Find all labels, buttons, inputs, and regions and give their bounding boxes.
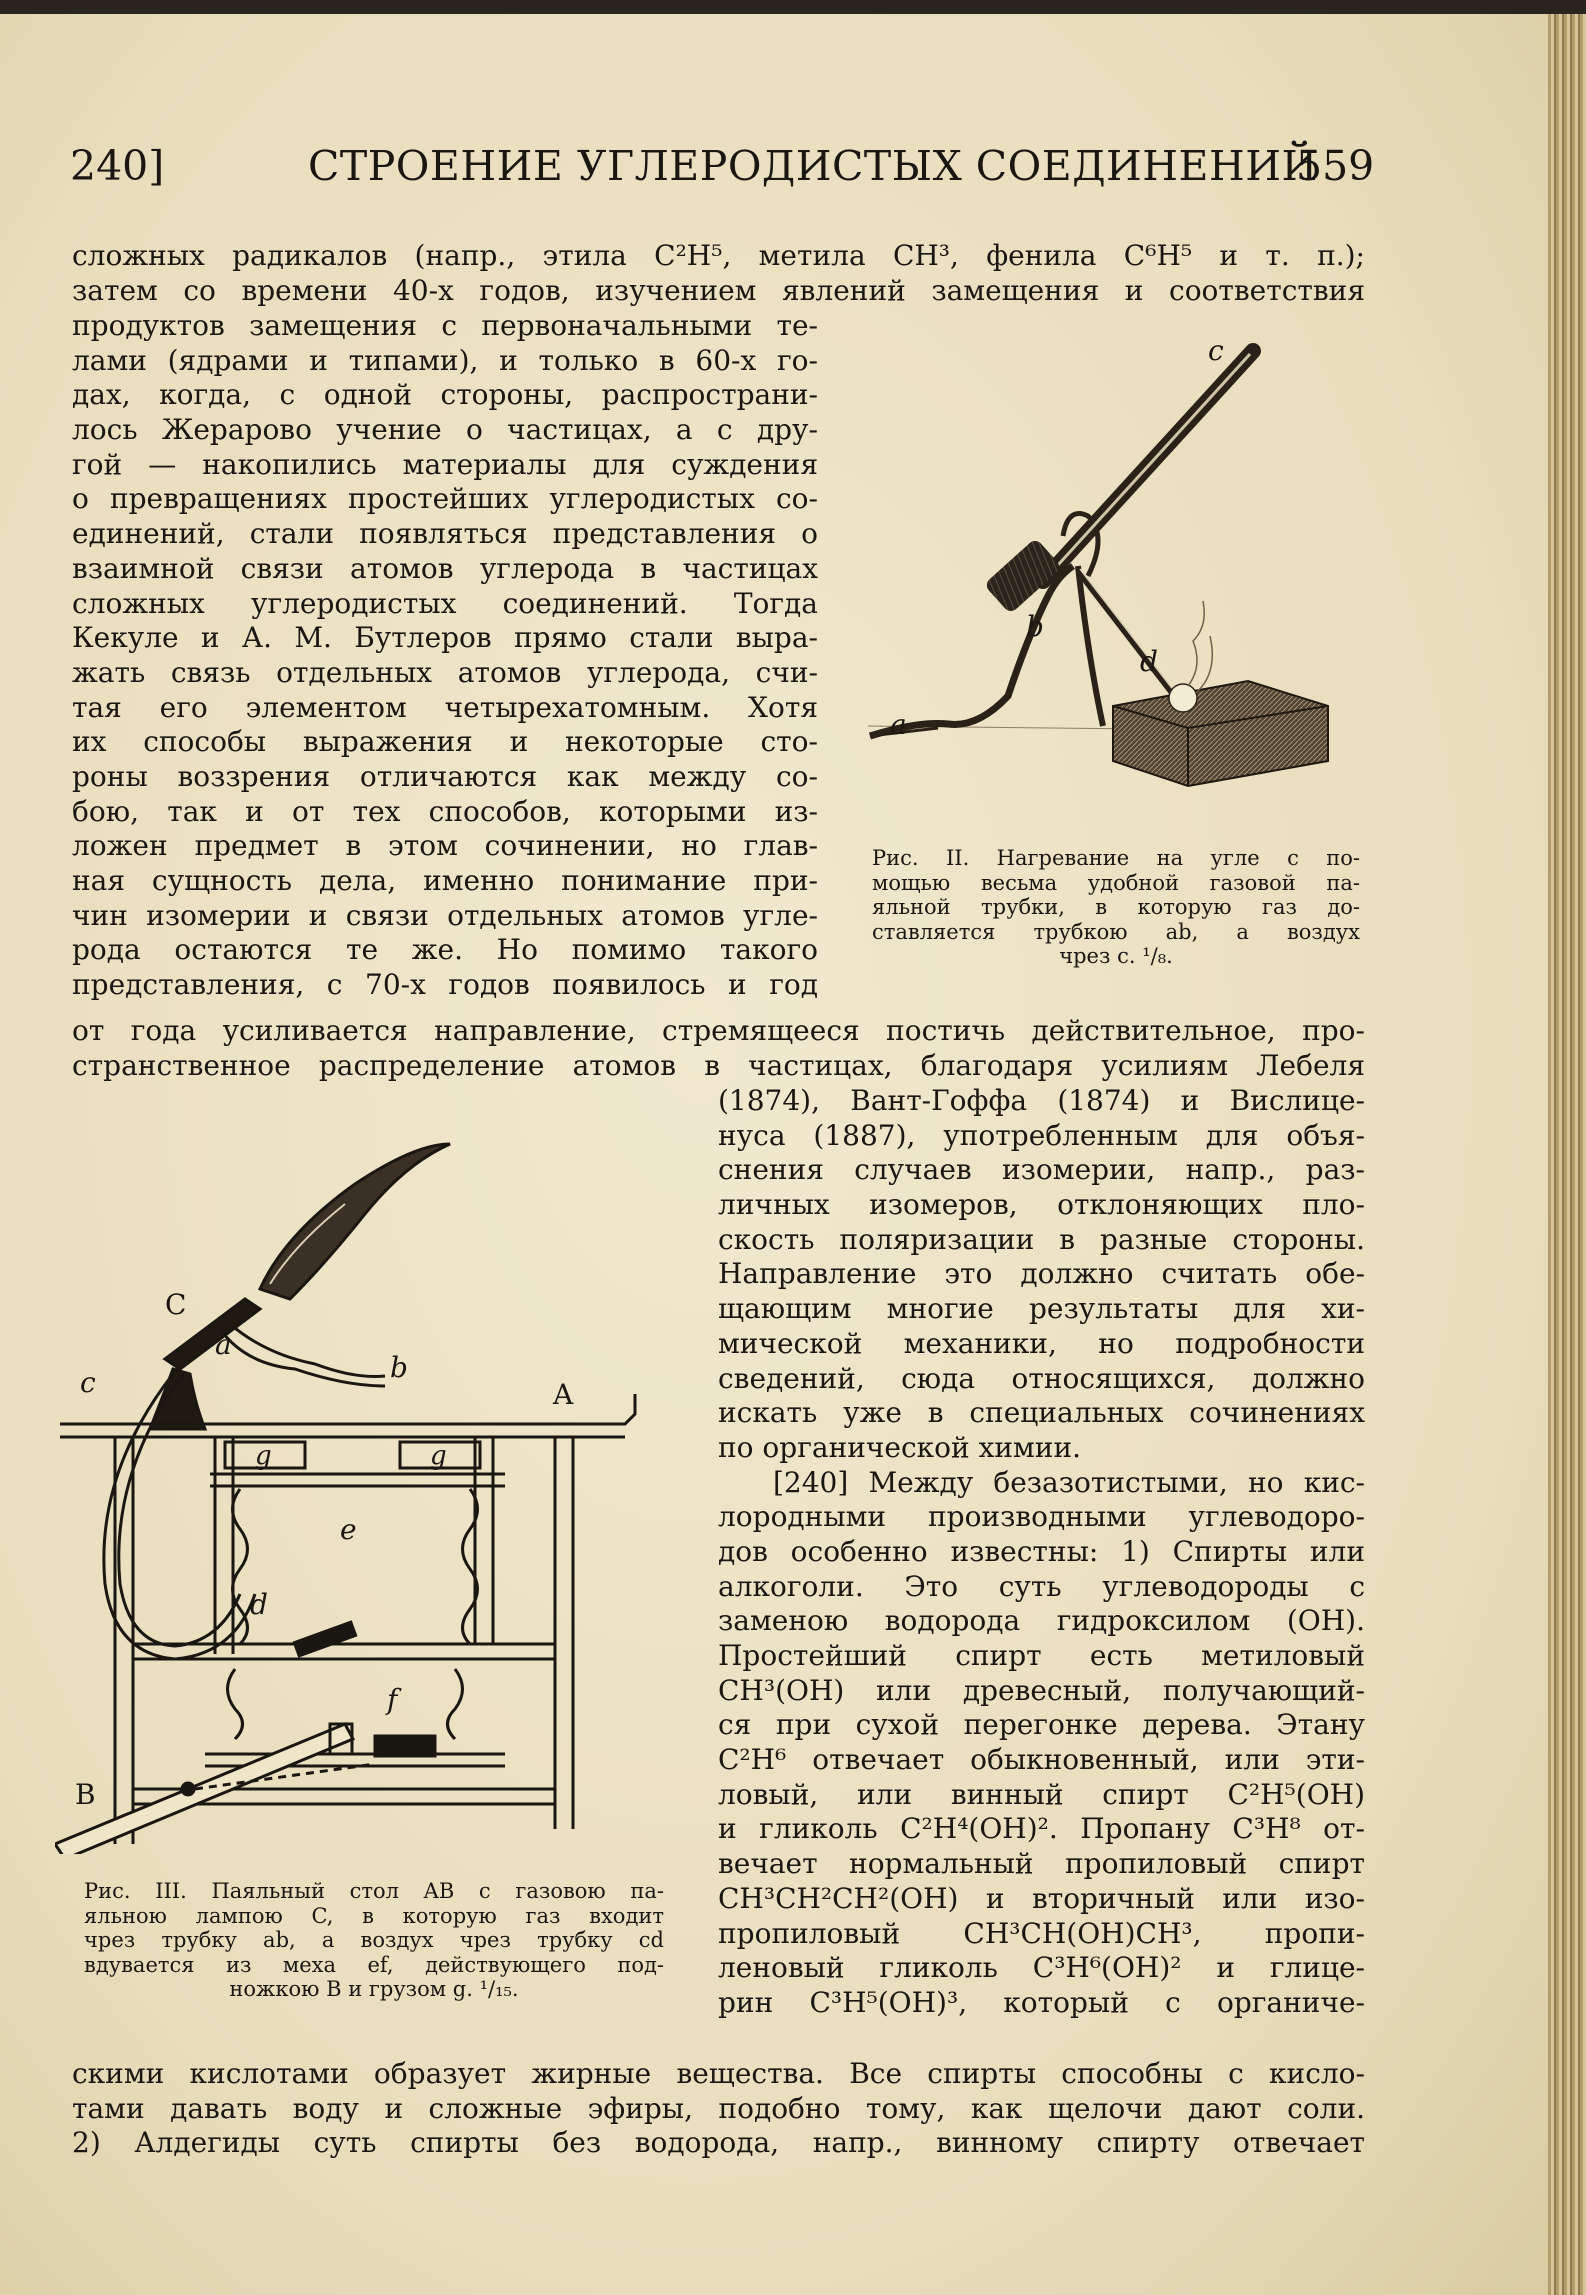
- fig3-label-f: f: [387, 1683, 398, 1716]
- text-line: пропиловый CH³CH(OH)CH³, пропи-: [718, 1916, 1365, 1950]
- caption-line: яльною лампою C, в которую газ входит: [84, 1903, 664, 1928]
- fig3-label-g: g: [430, 1441, 447, 1471]
- fig3-label-B: B: [75, 1778, 96, 1811]
- text-line: ная сущность дела, именно понимание при-: [72, 864, 818, 897]
- running-header: [0, 142, 1548, 202]
- text-line: продуктов замещения с первоначальными те-: [72, 309, 818, 342]
- text-line: ся при сухой перегонке дерева. Этану: [718, 1708, 1365, 1742]
- text-line: Направление это должно считать обе-: [718, 1257, 1365, 1291]
- fig2-label-d: d: [1140, 645, 1158, 678]
- text-line: алкоголи. Это суть углеводороды с: [718, 1569, 1365, 1603]
- text-line: [240] Между безазотистыми, но кис-: [773, 1465, 1365, 1499]
- text-line: рода остаются те же. Но помимо такого: [72, 933, 818, 967]
- text-line: заменою водорода гидроксилом (OH).: [718, 1604, 1365, 1638]
- fig3-label-b: b: [390, 1351, 408, 1384]
- fig3-label-g: g: [255, 1441, 272, 1471]
- fig3-label-a: a: [215, 1328, 232, 1361]
- text-line: чин изомерии и связи отдельных атомов угле-: [72, 898, 818, 932]
- text-line: нуса (1887), употребленным для объя-: [718, 1118, 1365, 1152]
- text-line: затем со времени 40-х годов, изучением явлений замещения и соответствия: [72, 273, 1365, 307]
- figure-3-soldering-table-illustration: [55, 1124, 655, 1854]
- caption-line: ножкою B и грузом g. ¹/₁₅.: [229, 1977, 519, 2001]
- text-line: тая его элементом четырехатомным. Хотя: [72, 690, 818, 724]
- text-line: гой — накопились материалы для суждения: [72, 447, 818, 481]
- text-line: C²H⁶ отвечает обыкновенный, или эти-: [718, 1743, 1365, 1777]
- figure-2-caption: [872, 846, 1360, 969]
- text-line: лами (ядрами и типами), и только в 60-х го-: [72, 343, 818, 377]
- text-line: 2) Алдегиды суть спирты без водорода, напр., винному спирту отвечает: [72, 2126, 1365, 2160]
- text-line: бою, так и от тех способов, которыми из-: [72, 794, 818, 828]
- text-line: (1874), Вант-Гоффа (1874) и Вислице-: [718, 1084, 1365, 1117]
- text-line: роны воззрения отличаются как между со-: [72, 759, 818, 793]
- text-line: взаимной связи атомов углерода в частицах: [72, 551, 818, 585]
- text-line: дов особенно известны: 1) Спирты или: [718, 1534, 1365, 1568]
- fig3-label-c: c: [80, 1366, 96, 1399]
- text-line: Простейший спирт есть метиловый: [718, 1639, 1365, 1672]
- text-block-left-column: [72, 309, 818, 1003]
- text-line: от года усиливается направление, стремящееся постичь действительное, про-: [72, 1014, 1365, 1047]
- text-line: ложен предмет в этом сочинении, но глав-: [72, 829, 818, 863]
- text-line: сведений, сюда относящихся, должно: [718, 1361, 1365, 1395]
- caption-line: чрез трубку ab, а воздух чрез трубку cd: [84, 1928, 664, 1952]
- fig2-label-b: b: [1026, 610, 1044, 643]
- fig3-label-e: e: [340, 1513, 357, 1546]
- text-line: скость поляризации в разные стороны.: [718, 1222, 1365, 1256]
- fig3-label-A: A: [553, 1378, 574, 1411]
- text-line: жать связь отдельных атомов углерода, счи-: [72, 655, 818, 689]
- caption-line: яльной трубки, в которую газ до-: [872, 895, 1360, 919]
- figure-3-caption: [84, 1879, 664, 2002]
- caption-line: ставляется трубкою ab, а воздух: [872, 919, 1360, 944]
- text-line: рин C³H⁵(OH)³, который с органиче-: [718, 1985, 1365, 2019]
- text-line: CH³(OH) или древесный, получающий-: [718, 1673, 1365, 1707]
- fig2-label-a: a: [890, 708, 907, 741]
- text-block-mid: [72, 1014, 1365, 1083]
- text-line: снения случаев изомерии, напр., раз-: [718, 1153, 1365, 1187]
- chapter-title: СТРОЕНИЕ УГЛЕРОДИСТЫХ СОЕДИНЕНИЙ: [308, 142, 1318, 190]
- text-block-right-column: [718, 1084, 1365, 2021]
- caption-line: Рис. III. Паяльный стол AB с газовою па-: [84, 1879, 664, 1903]
- text-line: единений, стали появляться представления о: [72, 517, 818, 551]
- figure-2-blowpipe-illustration: [858, 336, 1338, 806]
- text-line: вечает нормальный пропиловый спирт: [718, 1847, 1365, 1881]
- text-line: представления, с 70-х годов появилось и год: [72, 968, 818, 1002]
- caption-line: вдувается из меха ef, действующего под-: [84, 1952, 664, 1977]
- caption-line: Рис. II. Нагревание на угле с по-: [872, 846, 1360, 870]
- text-line: щающим многие результаты для хи-: [718, 1292, 1365, 1326]
- text-line: скими кислотами образует жирные вещества. Все спирты способны с кисло-: [72, 2057, 1365, 2090]
- text-line: лось Жераровo учение о частицах, а с дру-: [72, 413, 818, 447]
- text-line: CH³CH²CH²(OH) и вторичный или изо-: [718, 1881, 1365, 1915]
- text-line: сложных углеродистых соединений. Тогда: [72, 586, 818, 620]
- text-line: лородными производными углеводоро-: [718, 1500, 1365, 1534]
- text-line: дах, когда, с одной стороны, распространи-: [72, 378, 818, 412]
- text-line: Кекуле и А. М. Бутлеров прямо стали выра-: [72, 621, 818, 655]
- text-line: их способы выражения и некоторые сто-: [72, 725, 818, 759]
- text-line: леновый гликоль C³H⁶(OH)² и глице-: [718, 1951, 1365, 1985]
- text-line: странственное распределение атомов в частицах, благодаря усилиям Лебеля: [72, 1048, 1365, 1082]
- page-number-right: 559: [1296, 142, 1375, 190]
- text-line: мической механики, но подробности: [718, 1326, 1365, 1360]
- book-page: [0, 14, 1548, 2295]
- fig2-label-c: c: [1208, 336, 1224, 367]
- page-number-left: 240]: [70, 142, 165, 190]
- text-block-top: [72, 239, 1365, 308]
- text-line: искать уже в специальных сочинениях: [718, 1396, 1365, 1430]
- text-line: ловый, или винный спирт C²H⁵(OH): [718, 1777, 1365, 1811]
- fig3-label-C: C: [165, 1288, 187, 1321]
- caption-line: мощью весьма удобной газовой па-: [872, 870, 1360, 895]
- text-line: сложных радикалов (напр., этила C²H⁵, метила CH³, фенила C⁶H⁵ и т. п.);: [72, 239, 1365, 272]
- text-block-bottom: [72, 2057, 1365, 2161]
- text-line: тами давать воду и сложные эфиры, подобно тому, как щелочи дают соли.: [72, 2091, 1365, 2125]
- fig3-label-d: d: [250, 1588, 268, 1621]
- text-line: личных изомеров, отклоняющих пло-: [718, 1188, 1365, 1222]
- caption-line: чрез c. ¹/₈.: [1059, 944, 1173, 968]
- book-edge: [1548, 14, 1586, 2295]
- text-line: и гликоль C²H⁴(OH)². Пропану C³H⁸ от-: [718, 1812, 1365, 1846]
- text-line: по органической химии.: [718, 1430, 1082, 1464]
- text-line: о превращениях простейших углеродистых со-: [72, 482, 818, 516]
